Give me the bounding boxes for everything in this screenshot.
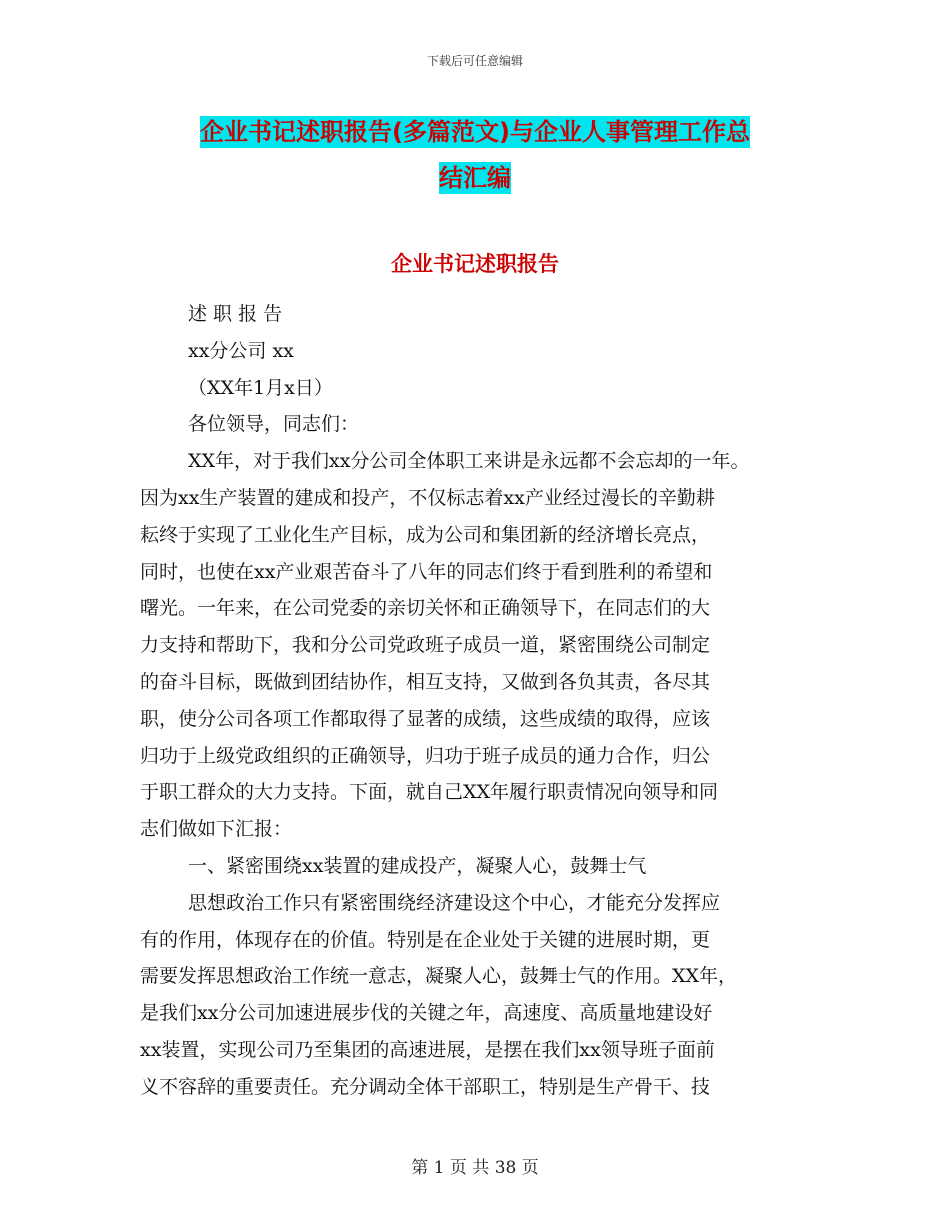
- text-line: 因为xx生产装置的建成和投产，不仅标志着xx产业经过漫长的辛勤耕: [140, 486, 715, 509]
- text-line: 是我们xx分公司加速进展步伐的关键之年，高速度、高质量地建设好: [140, 1002, 713, 1025]
- text-line: 耘终于实现了工业化生产目标，成为公司和集团新的经济增长亮点，: [140, 523, 711, 546]
- text-line: 述 职 报 告: [188, 303, 283, 325]
- text-line: 义不容辞的重要责任。充分调动全体干部职工，特别是生产骨干、技: [140, 1075, 711, 1098]
- title-highlight-2: 结汇编: [439, 164, 511, 192]
- text-line: 力支持和帮助下，我和分公司党政班子成员一道，紧密围绕公司制定: [140, 634, 711, 657]
- page-footer: 第 1 页 共 38 页: [411, 1158, 539, 1178]
- text-line: 于职工群众的大力支持。下面，就自己XX年履行职责情况向领导和同: [140, 781, 719, 804]
- text-line: 一、紧密围绕xx装置的建成投产，凝聚人心，鼓舞士气: [188, 854, 647, 877]
- text-line: 各位领导，同志们：: [188, 413, 360, 436]
- text-line: xx分公司 xx: [188, 339, 294, 362]
- text-line: 同时，也使在xx产业艰苦奋斗了八年的同志们终于看到胜利的希望和: [140, 560, 713, 583]
- text-line: 归功于上级党政组织的正确领导，归功于班子成员的通力合作，归公: [140, 744, 711, 767]
- text-line: 的奋斗目标，既做到团结协作，相互支持，又做到各负其责，各尽其: [140, 670, 711, 693]
- page-header: 下载后可任意编辑: [426, 54, 523, 68]
- text-line: （XX年1月x日）: [188, 376, 333, 399]
- document-title-line-2: [0, 158, 950, 193]
- text-line: 志们做如下汇报：: [140, 818, 293, 841]
- section-title: 企业书记述职报告: [391, 252, 559, 276]
- text-line: 有的作用，体现存在的价值。特别是在企业处于关键的进展时期，更: [140, 928, 711, 951]
- text-line: XX年，对于我们xx分公司全体职工来讲是永远都不会忘却的一年。: [188, 450, 750, 473]
- body-text: [140, 296, 830, 1106]
- title-highlight-1: 企业书记述职报告(多篇范文)与企业人事管理工作总: [200, 118, 750, 146]
- text-line: 职，使分公司各项工作都取得了显著的成绩，这些成绩的取得，应该: [140, 707, 711, 730]
- text-line: xx装置，实现公司乃至集团的高速进展，是摆在我们xx领导班子面前: [140, 1038, 715, 1061]
- text-line: 曙光。一年来，在公司党委的亲切关怀和正确领导下，在同志们的大: [140, 597, 711, 620]
- text-line: 思想政治工作只有紧密围绕经济建设这个中心，才能充分发挥应: [188, 891, 721, 914]
- document-title-line-1: [0, 112, 950, 147]
- text-line: 需要发挥思想政治工作统一意志，凝聚人心，鼓舞士气的作用。XX年，: [140, 965, 738, 988]
